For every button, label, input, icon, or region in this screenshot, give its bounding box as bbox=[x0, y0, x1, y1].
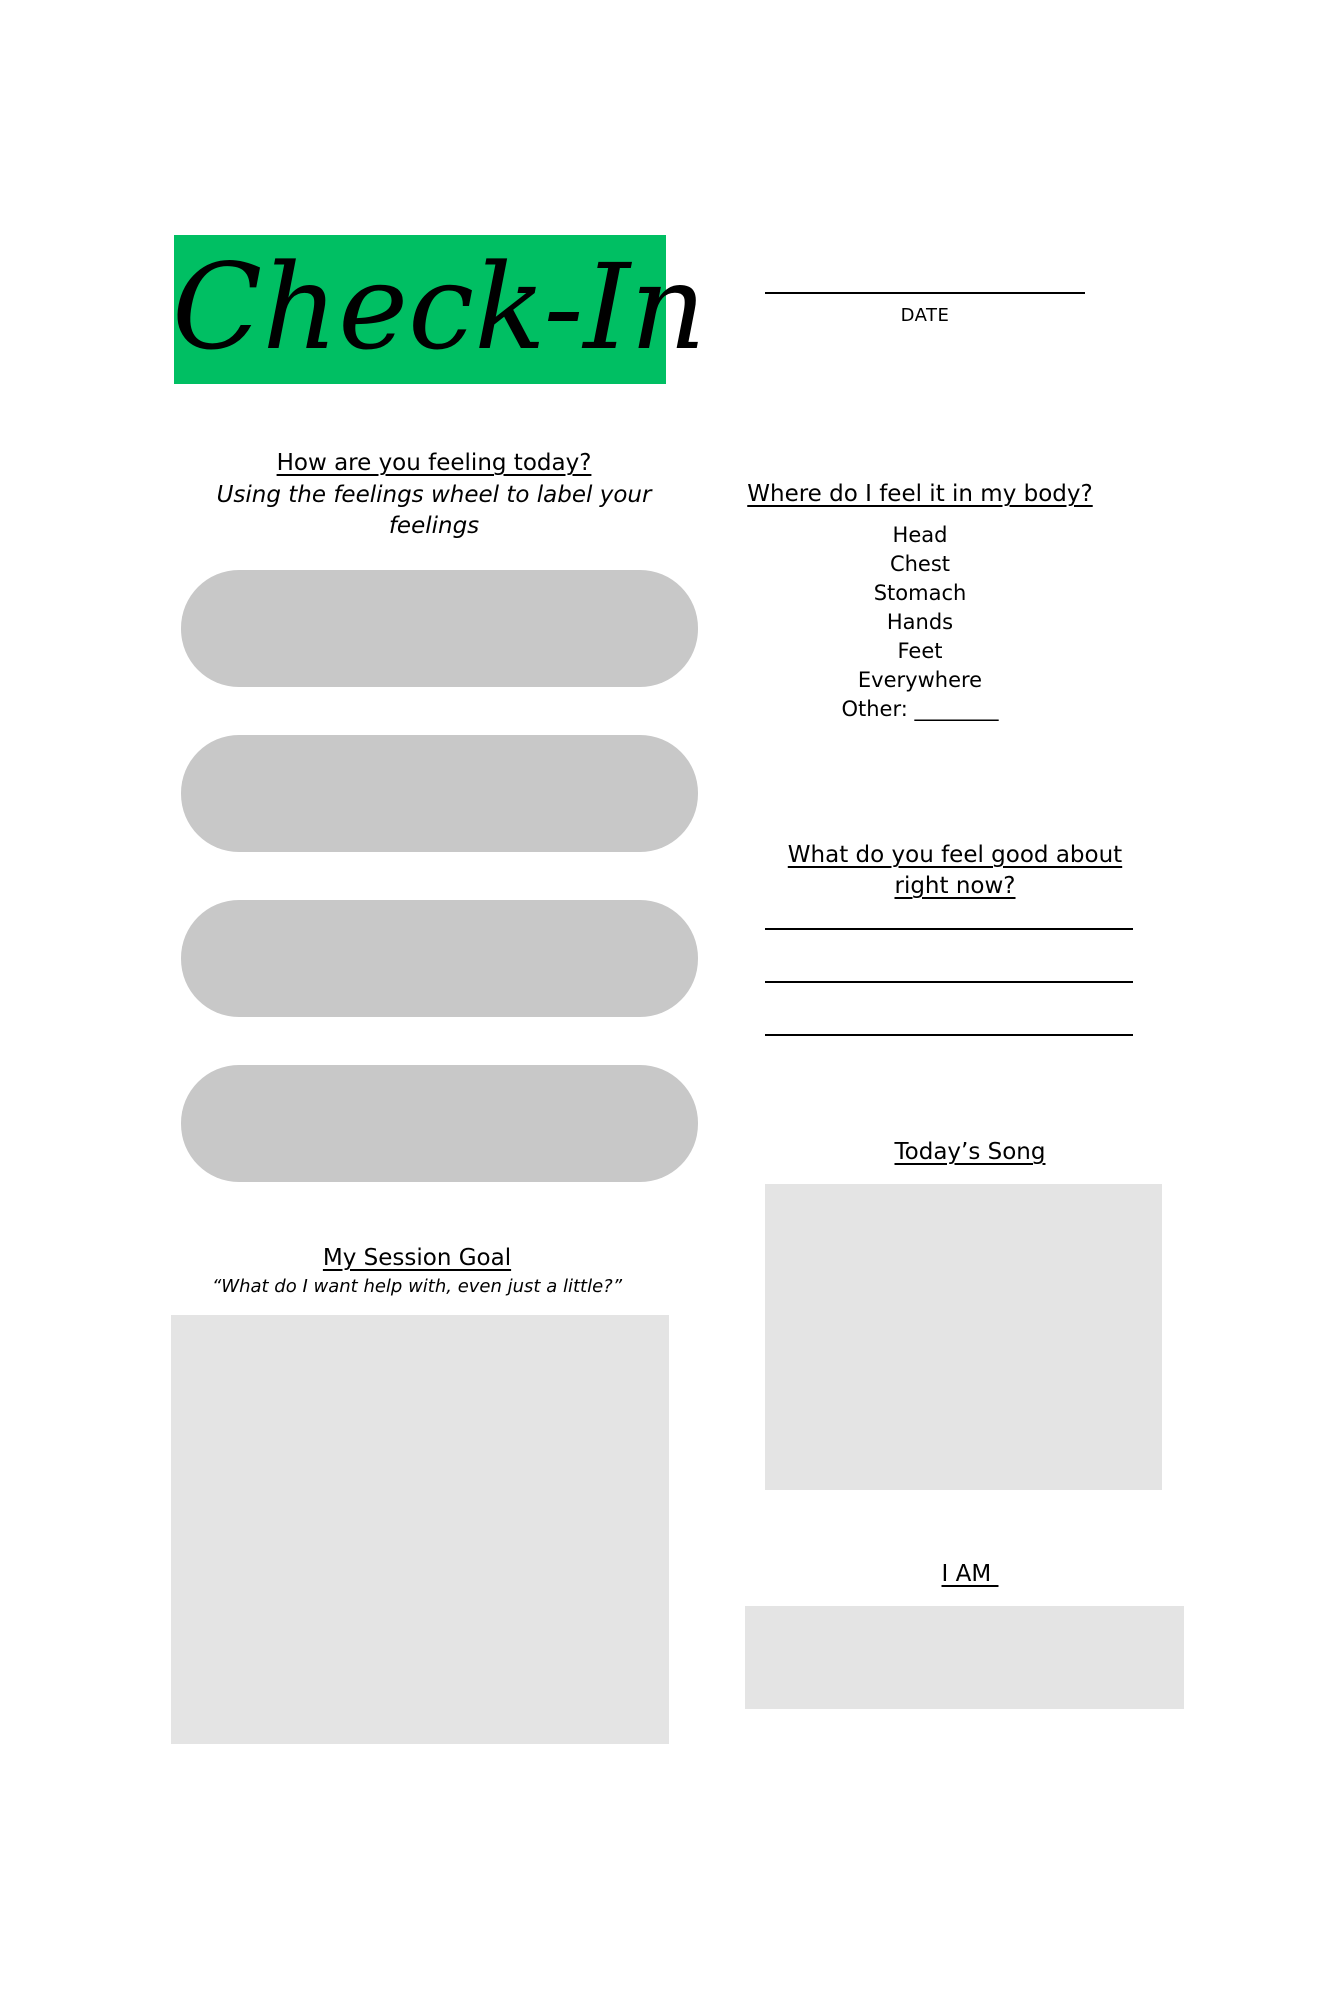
body-location-list bbox=[720, 521, 1120, 724]
i-am-heading bbox=[745, 1559, 1195, 1590]
feeling-slot-4[interactable] bbox=[181, 1065, 698, 1182]
feel-good-line-1[interactable] bbox=[765, 928, 1133, 930]
feelings-subheading: Using the feelings wheel to label your feelings bbox=[216, 482, 652, 539]
date-label: DATE bbox=[900, 305, 950, 326]
session-goal-heading bbox=[171, 1243, 663, 1274]
feeling-slot-3[interactable] bbox=[181, 900, 698, 1017]
feel-good-line-3[interactable] bbox=[765, 1034, 1133, 1036]
session-goal-box[interactable] bbox=[171, 1315, 669, 1744]
feel-good-heading bbox=[760, 840, 1150, 902]
feelings-heading bbox=[180, 448, 688, 479]
body-item-other[interactable]: Other: ________ bbox=[841, 697, 999, 721]
song-box[interactable] bbox=[765, 1184, 1162, 1490]
i-am-heading-text: I AM bbox=[941, 1561, 999, 1587]
body-item-everywhere[interactable]: Everywhere bbox=[857, 668, 983, 692]
page-title: Check-In bbox=[172, 238, 707, 376]
body-item-hands[interactable]: Hands bbox=[886, 610, 954, 634]
feeling-slot-2[interactable] bbox=[181, 735, 698, 852]
song-heading bbox=[765, 1137, 1175, 1168]
body-heading bbox=[700, 479, 1140, 510]
i-am-box[interactable] bbox=[745, 1606, 1184, 1709]
body-item-chest[interactable]: Chest bbox=[889, 552, 951, 576]
body-item-stomach[interactable]: Stomach bbox=[873, 581, 967, 605]
feel-good-heading-text: What do you feel good about right now? bbox=[787, 842, 1123, 899]
feel-good-line-2[interactable] bbox=[765, 981, 1133, 983]
body-item-feet[interactable]: Feet bbox=[897, 639, 943, 663]
body-heading-text: Where do I feel it in my body? bbox=[747, 481, 1093, 507]
body-item-head[interactable]: Head bbox=[892, 523, 948, 547]
song-heading-text: Today’s Song bbox=[894, 1139, 1046, 1165]
session-goal-quote: “What do I want help with, even just a little?” bbox=[211, 1276, 623, 1297]
feeling-slot-1[interactable] bbox=[181, 570, 698, 687]
feelings-heading-text: How are you feeling today? bbox=[276, 450, 592, 476]
title-script bbox=[172, 223, 707, 403]
session-goal-heading-text: My Session Goal bbox=[322, 1245, 512, 1271]
title-banner bbox=[172, 235, 707, 384]
date-field-line[interactable] bbox=[765, 292, 1085, 294]
